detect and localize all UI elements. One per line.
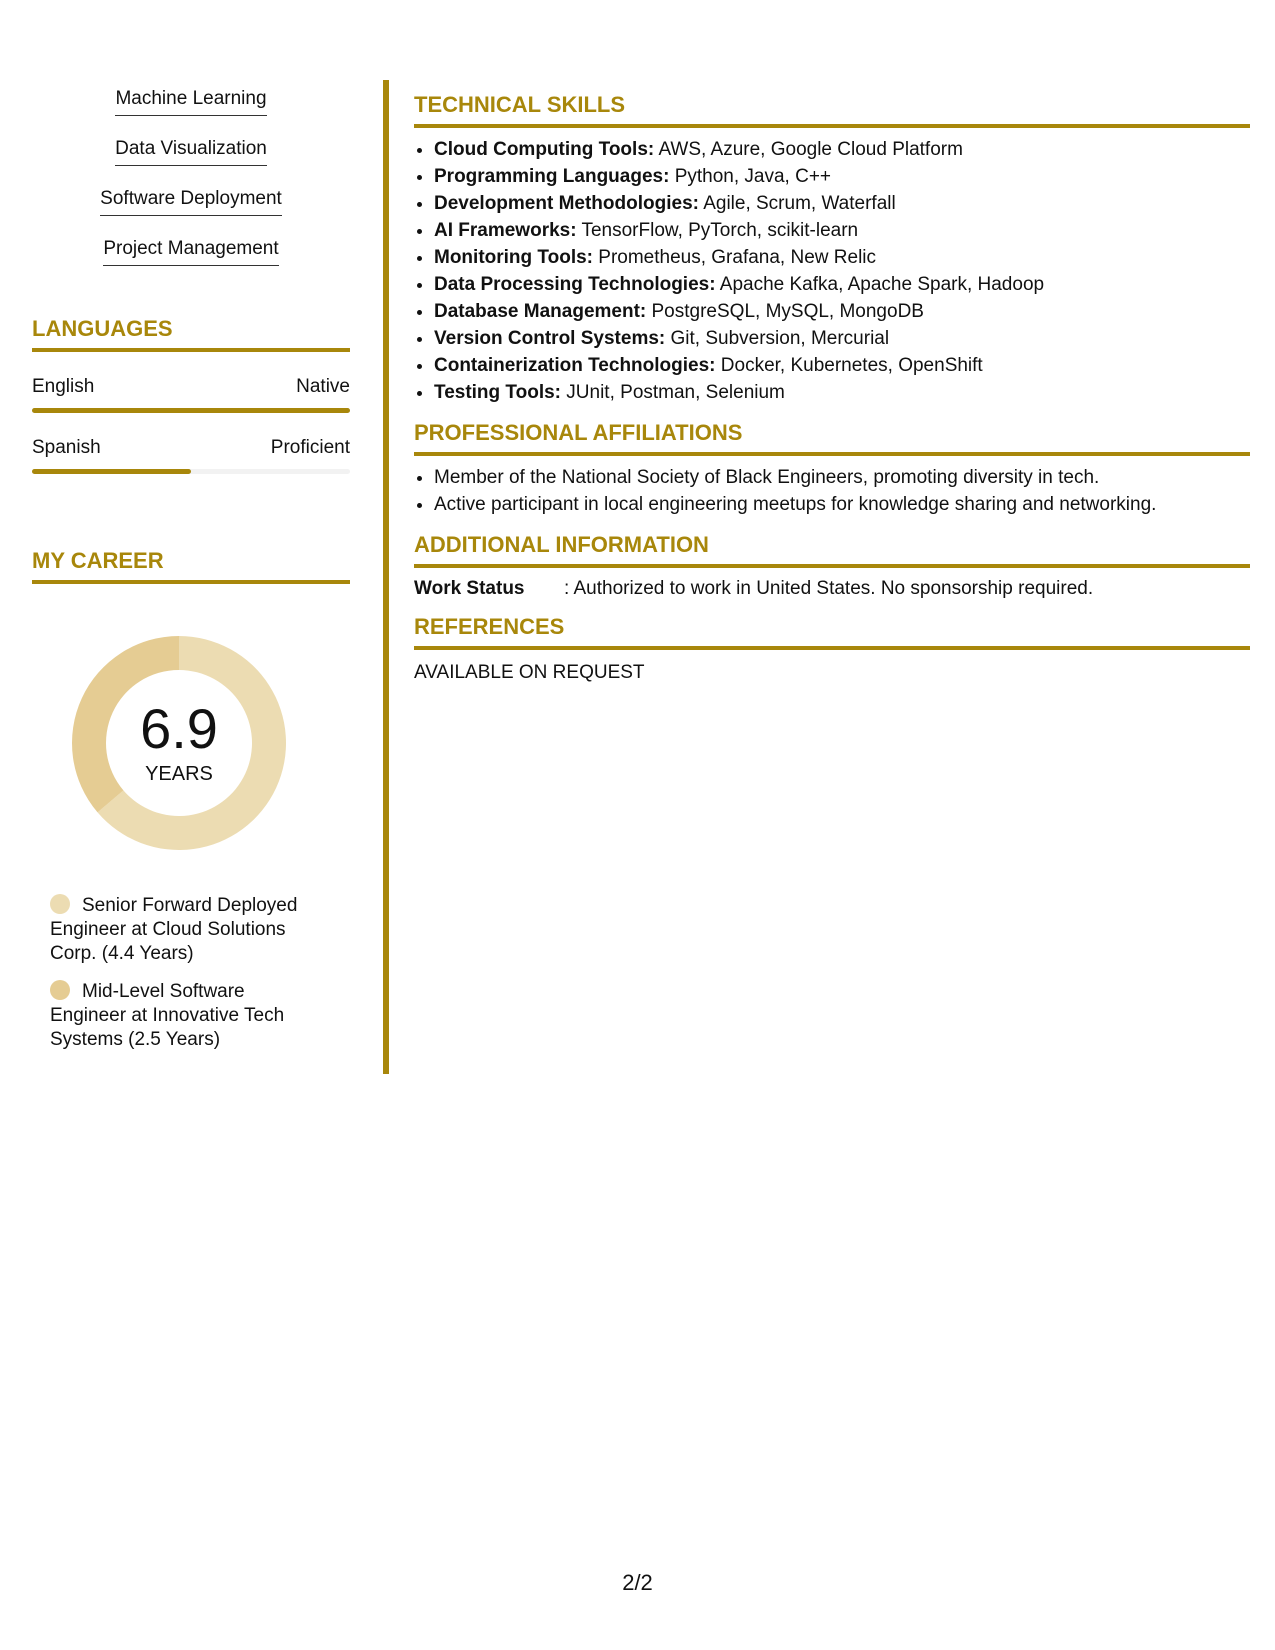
career-legend — [50, 894, 350, 1052]
skill-category: Monitoring Tools: — [434, 247, 593, 268]
technical-skill-item — [434, 217, 1250, 244]
technical-skills-list — [414, 136, 1250, 406]
language-bar — [32, 408, 350, 413]
technical-skills-heading: TECHNICAL SKILLS — [414, 92, 1250, 128]
skill-values: PostgreSQL, MySQL, MongoDB — [646, 301, 924, 322]
technical-skill-item — [434, 352, 1250, 379]
skill-category: Database Management: — [434, 301, 647, 322]
career-total-years: 6.9 — [140, 696, 218, 760]
legend-item — [50, 980, 320, 1052]
skill-category: AI Frameworks: — [434, 220, 577, 241]
skill-category: Development Methodologies: — [434, 193, 699, 214]
references-text: AVAILABLE ON REQUEST — [414, 662, 645, 683]
language-bar-fill — [32, 469, 191, 474]
language-item — [32, 376, 350, 413]
language-item — [32, 437, 350, 474]
skill-values: AWS, Azure, Google Cloud Platform — [654, 139, 963, 160]
languages-heading: LANGUAGES — [32, 316, 350, 352]
language-name: Spanish — [32, 437, 101, 458]
technical-skill-item — [434, 244, 1250, 271]
skill-category: Testing Tools: — [434, 382, 562, 403]
affiliation-item: • Active participant in local engineering meetups for knowledge sharing and networking. — [434, 491, 1250, 518]
legend-label: Mid-Level Software Engineer at Innovative Tech Systems (2.5 Years) — [50, 981, 285, 1050]
skill-category: Cloud Computing Tools: — [434, 139, 655, 160]
skill-tags — [32, 78, 350, 278]
skill-values: JUnit, Postman, Selenium — [561, 382, 785, 403]
language-name: English — [32, 376, 95, 397]
language-bar-fill — [32, 408, 350, 413]
skill-values: Python, Java, C++ — [669, 166, 832, 187]
legend-item — [50, 894, 320, 966]
legend-dot — [50, 980, 70, 1000]
career-donut-chart — [64, 628, 294, 858]
skill-tag: Data Visualization — [115, 138, 267, 166]
skill-tag: Project Management — [103, 238, 278, 266]
technical-skill-item — [434, 325, 1250, 352]
career-heading: MY CAREER — [32, 548, 350, 584]
references-heading: REFERENCES — [414, 614, 1250, 650]
skill-category: Containerization Technologies: — [434, 355, 716, 376]
right-column — [414, 92, 1250, 684]
work-status-row — [414, 578, 1250, 600]
work-status-value: : Authorized to work in United States. No sponsorship required. — [564, 578, 1094, 599]
technical-skill-item — [434, 271, 1250, 298]
skill-values: Git, Subversion, Mercurial — [665, 328, 890, 349]
affiliations-heading: PROFESSIONAL AFFILIATIONS — [414, 420, 1250, 456]
skill-values: Prometheus, Grafana, New Relic — [593, 247, 877, 268]
technical-skill-item — [434, 136, 1250, 163]
language-level: Proficient — [270, 437, 350, 458]
skill-values: Docker, Kubernetes, OpenShift — [715, 355, 983, 376]
skill-category: Programming Languages: — [434, 166, 670, 187]
skill-category: Data Processing Technologies: — [434, 274, 716, 295]
technical-skill-item — [434, 298, 1250, 325]
technical-skill-item — [434, 190, 1250, 217]
skill-values: Agile, Scrum, Waterfall — [698, 193, 896, 214]
affiliations-list — [414, 464, 1250, 518]
left-column — [32, 78, 350, 1066]
work-status-label: Work Status — [414, 578, 525, 599]
career-years-unit: YEARS — [145, 762, 213, 785]
skill-category: Version Control Systems: — [434, 328, 666, 349]
legend-label: Senior Forward Deployed Engineer at Cloud Solutions Corp. (4.4 Years) — [50, 895, 298, 964]
skill-tag: Machine Learning — [115, 88, 266, 116]
technical-skill-item — [434, 163, 1250, 190]
page-number: 2/2 — [622, 1570, 653, 1595]
language-bar — [32, 469, 350, 474]
technical-skill-item — [434, 379, 1250, 406]
legend-dot — [50, 894, 70, 914]
skill-tag: Software Deployment — [100, 188, 282, 216]
column-divider — [383, 80, 389, 1074]
language-level: Native — [296, 376, 350, 397]
affiliation-item: • Member of the National Society of Black Engineers, promoting diversity in tech. — [434, 464, 1250, 491]
additional-info-heading: ADDITIONAL INFORMATION — [414, 532, 1250, 568]
skill-values: Apache Kafka, Apache Spark, Hadoop — [715, 274, 1045, 295]
skill-values: TensorFlow, PyTorch, scikit-learn — [576, 220, 859, 241]
